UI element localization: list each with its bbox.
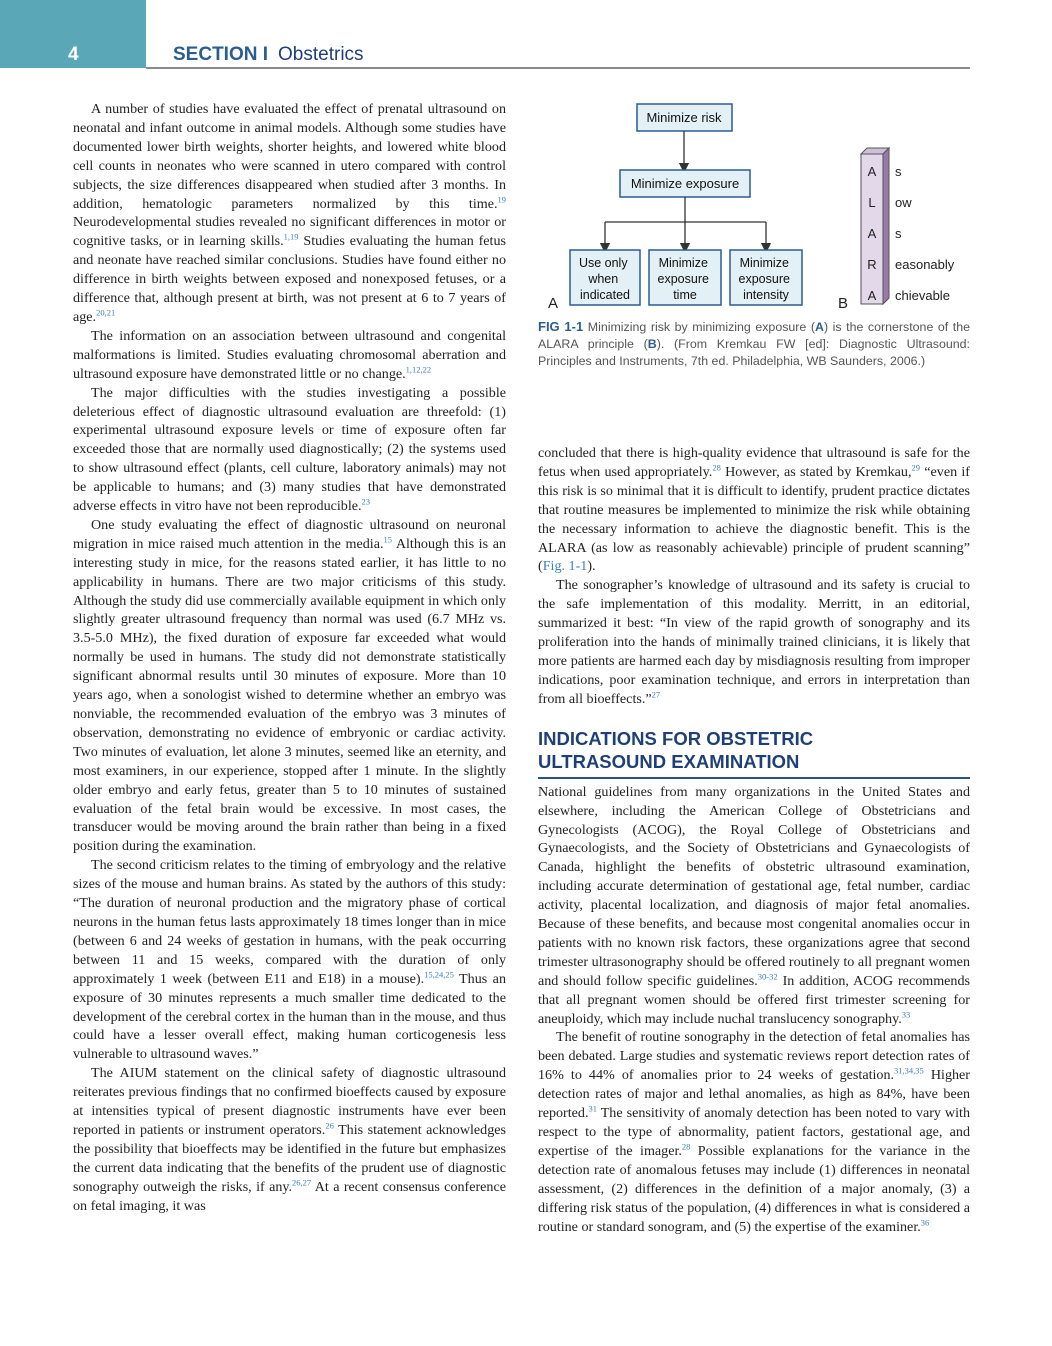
paragraph: The AIUM statement on the clinical safety of diagnostic ultrasound reiterates previous findings that no confirmed bioeffects caused by exposure at intensities typical of present diagnostic instruments have ever been reported in patients or instrument operators.$^{26}$ This statement acknowledges the possibility that bioeffects may be identified in the future but emphasizes the current data indicating that the benefits of the prudent use of diagnostic sonography outweigh the risks, if any.$^{26,27}$ At a recent consensus conference on fetal imaging, it was <box>73 1065 506 1214</box>
alara-word: s <box>895 164 902 179</box>
box-exposure-text: Minimize exposure <box>630 176 740 191</box>
paragraph: The major difficulties with the studies investigating a possible deleterious effect of diagnostic ultrasound evaluation are threefold: (1) experimental ultrasound exposure levels or time of exposure often far exceeded those that are normally used diagnostically; (2) the systems used to show ultrasound effect (plants, cell culture, laboratory animals) may not be applicable to humans; and (3) many studies that have demonstrated adverse effects in vitro have not been reproducible.$^{23}$ <box>73 384 506 515</box>
citation[interactable]: 26 <box>325 1120 334 1131</box>
box-time-line: time <box>673 288 697 302</box>
right-column <box>538 444 970 1236</box>
citation[interactable]: 15 <box>383 534 392 545</box>
box-use-line: Use only <box>578 256 628 270</box>
alara-letter: A <box>867 288 877 303</box>
panel-label-a: A <box>548 295 559 312</box>
paragraph: The benefit of routine sonography in the detection of fetal anomalies has been debated. Large studies and systematic reviews report detection rates of 16% to 44% of anomalies prior to 24 weeks of gestation.$^{31,34,35}$ Higher detection rates of major and lethal anomalies, as high as 84%, have been reported.$^{31}$ The sensitivity of anomaly detection has been noted to vary with respect to the type of abnormality, patient factors, gestational age, and expertise of the imager.$^{28}$ Possible explanations for the variance in the detection rate of anomalous fetuses may include (1) differences in neonatal assessment, (2) differences in the definition of a major anomaly, (3) a differing risk status of the population, (4) differences in what is considered a routine or standard sonogram, and (5) the expertise of the examiner.$^{36}$ <box>538 1029 970 1235</box>
citation[interactable]: 31 <box>588 1103 597 1114</box>
citation[interactable]: 33 <box>901 1008 911 1019</box>
citation[interactable]: 36 <box>920 1216 930 1227</box>
alara-word: easonably <box>895 257 955 272</box>
panel-label-b: B <box>838 295 849 312</box>
box-int-line: Minimize <box>739 256 789 270</box>
box-use-line: indicated <box>579 288 631 302</box>
paragraph: The information on an association between ultrasound and congenital malformations is limited. Studies evaluating chromosomal aberration and ultrasound exposure have demonstrated little or no change.$^{1,12,22}$ <box>73 327 506 382</box>
citation[interactable]: 27 <box>651 689 661 700</box>
citation[interactable]: 1,12,22 <box>405 364 432 374</box>
paragraph: A number of studies have evaluated the effect of prenatal ultrasound on neonatal and infant outcome in animal models. Although some studies have documented lower birth weights, shorter heights, and lowered white blood cell counts in neonates who were scanned in utero compared with control subjects, the size differences disappeared when studied after 3 months. In addition, hematologic parameters normalized by this time.$^{19}$ Neurodevelopmental studies revealed no significant differences in motor or cognitive tasks, or in learning skills.$^{1,19}$ Studies evaluating the human fetus and neonate have reached similar conclusions. Studies have found either no difference in birth weights between exposed and nonexposed fetuses, or a difference that, although present at birth, was not present at 6 to 7 years of age.$^{20,21}$ <box>73 101 506 325</box>
alara-letter: R <box>867 257 877 272</box>
section-number: SECTION I <box>173 44 269 65</box>
box-time-line: exposure <box>657 272 709 286</box>
section-heading: INDICATIONS FOR OBSTETRIC ULTRASOUND EXAMINATION <box>538 727 970 779</box>
paragraph: concluded that there is high-quality evidence that ultrasound is safe for the fetus when used appropriately.$^{28}$ However, as stated by Kremkau,$^{29}$ “even if this risk is so minimal that it is difficult to identify, prudent practice dictates that routine measures be implemented to minimize the risk while obtaining the necessary information to achieve the diagnostic benefit. This is the ALARA (as low as reasonably achievable) principle of prudent scanning” (Fig. 1-1). <box>538 445 970 575</box>
paragraph: The second criticism relates to the timing of embryology and the relative sizes of the mouse and human brains. As stated by the authors of this study: “The duration of neuronal production and the migratory phase of cortical neurons in the human fetus lasts approximately 18 times longer than in mice (between 6 and 24 weeks of gestation in humans, with the peak occurring between 11 and 15 weeks, compared with the duration of only approximately 1 week (between E11 and E18) in a mouse).$^{15,24,25}$ Thus an exposure of 30 minutes represents a much smaller time dedicated to the development of the cerebral cortex in the human than in the mouse, and thus could have a lesser overall effect, making human corticogenesis less vulnerable to ultrasound waves.” <box>73 857 506 1063</box>
svg-text:Minimize exposure <box>739 256 794 302</box>
citation[interactable]: 1,19 <box>283 231 299 242</box>
alara-letter: A <box>867 226 877 241</box>
alara-diagram <box>538 98 970 313</box>
alara-word: chievable <box>895 288 950 303</box>
box-use-line: when <box>588 272 619 286</box>
paragraph: The sonographer’s knowledge of ultrasound and its safety is crucial to the safe implementation of this modality. Merritt, in an editorial, summarized it best: “In view of the rapid growth of sonography and its proliferation into the hands of minimally trained clinicians, it is likely that more patients are harmed each day by misdiagnosis resulting from improper indications, poor examination technique, and errors in interpretation than from all bioeffects.”$^{27}$ <box>538 577 970 707</box>
section-header <box>173 44 364 66</box>
figure-caption: FIG 1-1 Minimizing risk by minimizing exposure (A) is the cornerstone of the ALARA principle (B). (From Kremkau FW [ed]: Diagnostic Ultrasound: Principles and Instruments, 7th ed. Philadelphia, WB Saunders, 2006.) <box>538 319 970 368</box>
citation[interactable]: 28 <box>712 462 721 473</box>
alara-letter: A <box>867 164 877 179</box>
box-time-line: Minimize <box>658 256 708 270</box>
alara-letter: L <box>868 195 876 210</box>
box-int-line: intensity <box>743 288 789 302</box>
caption-label: FIG 1-1 <box>538 319 584 334</box>
page-number: 4 <box>68 44 79 65</box>
citation[interactable]: 30-32 <box>757 971 778 982</box>
citation[interactable]: 26,27 <box>292 1176 312 1187</box>
paragraph: One study evaluating the effect of diagnostic ultrasound on neuronal migration in mice raised much attention in the media.$^{15}$ Although this is an interesting study in mice, for the reasons stated earlier, it has little to no applicability in humans. There are two major criticisms of this study. Although the study did use commercially available equipment in which only slightly greater ultrasound frequency than normal was used (6.7 MHz vs. 3.5-5.0 MHz), the fixed duration of exposure far exceeded what would normally be used in humans. The study did not demonstrate statistically significant abnormal results until 30 minutes of exposure. More than 10 years ago, when a sonologist wished to determine whether an embryo was nonviable, the recommended evaluation of the embryo was 3 minutes of observation, demonstrating no evidence of embryonic or cardiac activity. Two minutes of evaluation, let alone 3 minutes, seemed like an eternity, and most examiners, in our experience, stopped after 1 minute. In the slightly older embryo and early fetus, greater than 5 to 10 minutes of sustained evaluation of the fetal brain would be excessive. In most cases, the transducer would be moving around the brain rather than being in a fixed position during the examination. <box>73 516 506 855</box>
left-column <box>73 100 506 1215</box>
section-title: Obstetrics <box>278 44 364 65</box>
box-int-line: exposure <box>738 272 790 286</box>
citation[interactable]: 31,34,35 <box>894 1065 924 1076</box>
citation[interactable]: 19 <box>497 193 506 204</box>
alara-word: ow <box>895 195 912 210</box>
alara-word: s <box>895 226 902 241</box>
header-rule <box>146 67 970 69</box>
citation[interactable]: 23 <box>361 496 371 507</box>
box-risk-text: Minimize risk <box>646 110 722 125</box>
citation[interactable]: 20,21 <box>96 307 116 318</box>
figure-1-1 <box>538 98 970 398</box>
alara-bar-side <box>883 148 889 304</box>
citation[interactable]: 28 <box>681 1141 691 1152</box>
citation[interactable]: 29 <box>911 462 920 473</box>
paragraph: National guidelines from many organizations in the United States and elsewhere, including the American College of Obstetricians and Gynecologists (ACOG), the Royal College of Obstetricians and Gynaecologists, and the Society of Obstetricians and Gynaecologists of Canada, highlight the benefits of obstetric ultrasound examination, including accurate determination of gestational age, fetal number, cardiac activity, placental localization, and diagnosis of major fetal anomalies. Because of these benefits, and because most congenital anomalies occur in patients with no known risk factors, these organizations agree that second trimester ultrasonography should be offered routinely to all pregnant women and should follow specific guidelines.$^{30-32}$ In addition, ACOG recommends that all pregnant women should be offered first trimester screening for aneuploidy, which may include nuchal translucency sonography.$^{33}$ <box>538 783 971 1027</box>
citation[interactable]: 15,24,25 <box>424 969 454 979</box>
figure-link[interactable]: Fig. 1-1 <box>542 558 588 575</box>
